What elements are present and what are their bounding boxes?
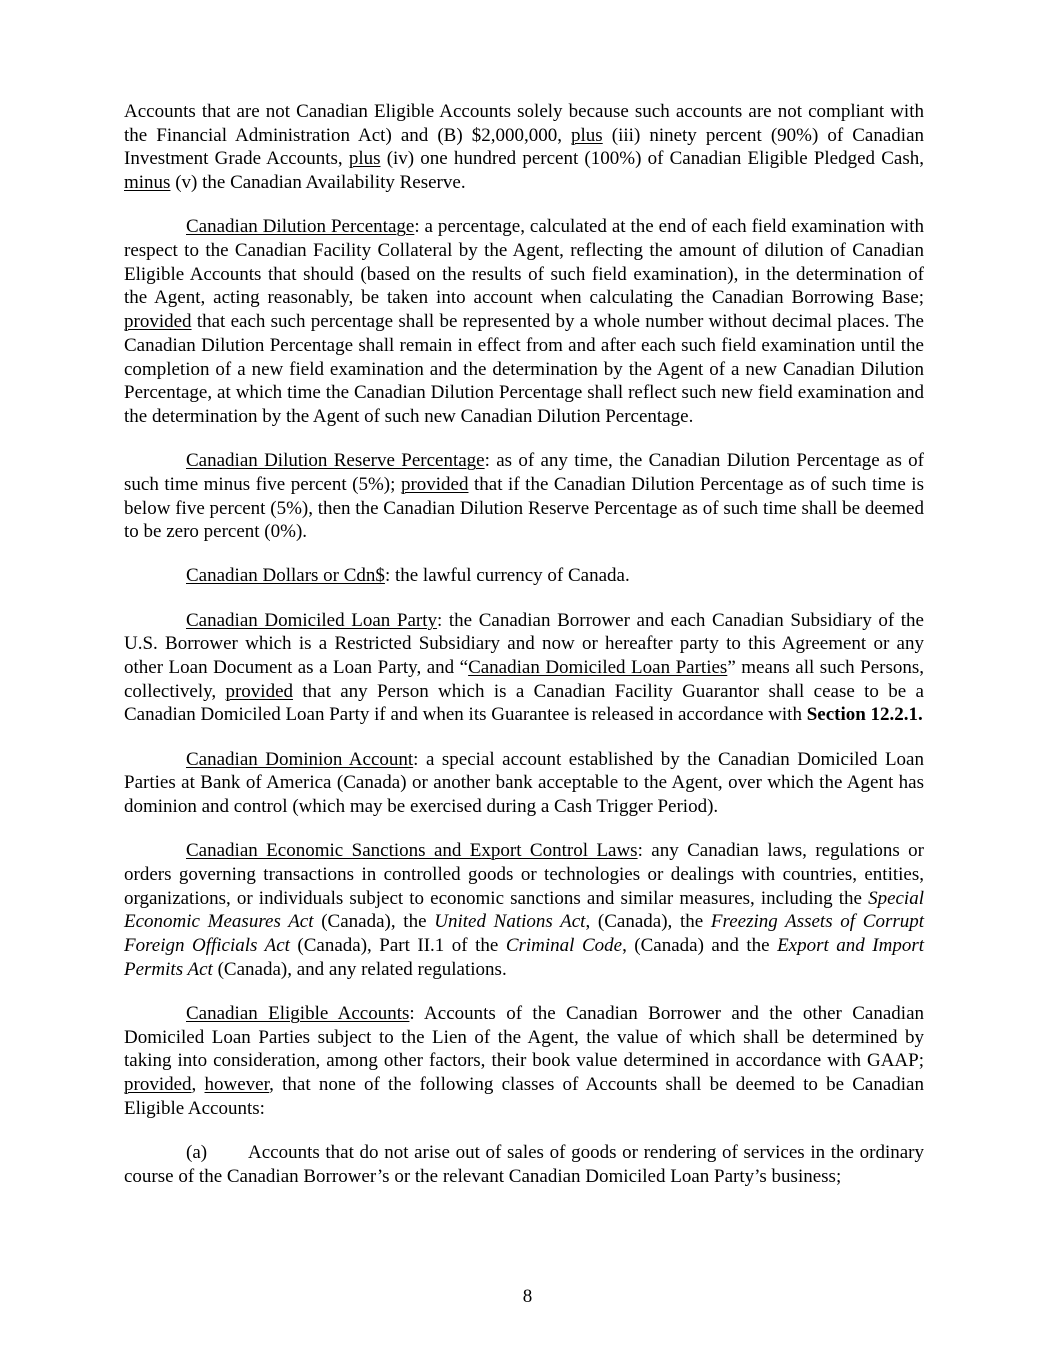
text-run: (Canada), the bbox=[313, 911, 435, 933]
document-body bbox=[124, 100, 924, 1209]
definition-canadian-dominion-account bbox=[124, 748, 924, 819]
text-run: , (Canada) and the bbox=[622, 935, 778, 957]
text-run: : the lawful currency of Canada. bbox=[384, 565, 630, 587]
underlined-term: plus bbox=[348, 148, 381, 170]
statute-title: Criminal Code bbox=[505, 935, 623, 957]
definition-canadian-domiciled-loan-party bbox=[124, 609, 924, 728]
definition-canadian-dollars bbox=[124, 564, 924, 588]
definition-canadian-dilution-percentage bbox=[124, 215, 924, 428]
text-run: (iii) ninety percent (90%) of Canadian Investment Grade Accounts, bbox=[124, 124, 924, 170]
statute-title: United Nations Act bbox=[434, 911, 586, 933]
definition-canadian-dilution-reserve-percentage bbox=[124, 449, 924, 544]
defined-term: Canadian Dominion Account bbox=[186, 748, 414, 770]
text-run: : Accounts of the Canadian Borrower and the other Canadian Domiciled Loan Parties subject to the Lien of the Agent, the value of which shall be determined by taking into consideration, among other factors, their book value determined in accordance with GAAP; bbox=[124, 1003, 925, 1072]
text-run: : as of any time, the Canadian Dilution Percentage as of such time minus five percent (5%); bbox=[124, 450, 924, 495]
text-run: that each such percentage shall be represented by a whole number without decimal places. The Canadian Dilution Percentage shall remain in effect from and after each such field examination until the completion of a new field examination and the determination by the Agent of a new Canadian Dilution Percentage, at which time the Canadian Dilution Percentage shall reflect such new field examination and the determination by the Agent of such new Canadian Dilution Percentage. bbox=[124, 311, 924, 427]
defined-term: Canadian Eligible Accounts bbox=[186, 1003, 410, 1024]
definition-canadian-eligible-accounts bbox=[124, 1002, 924, 1121]
underlined-term: provided bbox=[124, 311, 192, 333]
text-run: (Canada), Part II.1 of the bbox=[289, 935, 506, 957]
text-run: , (Canada), the bbox=[585, 911, 711, 933]
text-run: that if the Canadian Dilution Percentage as of such time is below five percent (5%), then the Canadian Dilution Reserve Percentage as of such time shall be deemed to be zero percent (0%). bbox=[124, 473, 924, 543]
underlined-term: provided bbox=[400, 473, 469, 495]
text-run: : any Canadian laws, regulations or orders governing transactions in controlled goods or technologies or dealings with countries, entities, organizations, or individuals subject to economic sanctions and similar measures, including the bbox=[124, 840, 924, 909]
underlined-term: plus bbox=[571, 124, 603, 146]
defined-term: Canadian Dilution Percentage bbox=[186, 216, 415, 238]
text-run: Accounts that do not arise out of sales of goods or rendering of services in the ordinary course of the Canadian Borrower’s or the relevant Canadian Domiciled Loan Party’s business; bbox=[124, 1142, 924, 1187]
defined-term: Canadian Domiciled Loan Party bbox=[186, 609, 437, 631]
text-run: : a special account established by the Canadian Domiciled Loan Parties at Bank of America (Canada) or another bank acceptable to the Agent, over which the Agent has dominion and control (which may be exercised during a Cash Trigger Period). bbox=[124, 748, 924, 818]
text-run: ” means all such Persons, collectively, bbox=[124, 657, 924, 702]
statute-title: Freezing Assets of Corrupt Foreign Officials Act bbox=[124, 911, 925, 957]
paragraph-borrowing-base-continuation bbox=[124, 100, 924, 195]
text-run: : the Canadian Borrower and each Canadian Subsidiary of the U.S. Borrower which is a Restricted Subsidiary and now or hereafter party to this Agreement or any other Loan Document as a Loan Party, and “ bbox=[124, 609, 924, 679]
text-run: that any Person which is a Canadian Facility Guarantor shall cease to be a Canadian Domiciled Loan Party if and when its Guarantee is released in accordance with bbox=[124, 680, 924, 726]
statute-title: Special Economic Measures Act bbox=[124, 887, 924, 933]
text-run: Accounts that are not Canadian Eligible Accounts solely because such accounts are not compliant with the Financial Administration Act) and (B) $2,000,000, bbox=[124, 101, 924, 146]
list-item-a bbox=[124, 1141, 924, 1188]
underlined-term: minus bbox=[124, 172, 171, 194]
underlined-term: provided bbox=[124, 1074, 192, 1096]
text-run: (Canada), and any related regulations. bbox=[212, 958, 507, 980]
section-reference: Section 12.2.1. bbox=[806, 704, 923, 726]
list-label: (a) bbox=[186, 1142, 208, 1164]
defined-term: Canadian Economic Sanctions and Export Control Laws bbox=[186, 840, 638, 862]
text-run: , bbox=[191, 1074, 205, 1096]
defined-term: Canadian Dollars or Cdn$ bbox=[186, 565, 385, 587]
text-run: (v) the Canadian Availability Reserve. bbox=[170, 172, 466, 194]
underlined-term: provided bbox=[225, 680, 294, 702]
definition-canadian-economic-sanctions bbox=[124, 839, 924, 981]
defined-term: Canadian Dilution Reserve Percentage bbox=[186, 450, 485, 472]
underlined-term: however bbox=[204, 1074, 270, 1096]
text-run: , that none of the following classes of Accounts shall be deemed to be Canadian Eligible Accounts: bbox=[124, 1074, 924, 1119]
defined-term: Canadian Domiciled Loan Parties bbox=[468, 657, 728, 679]
text-run: (iv) one hundred percent (100%) of Canadian Eligible Pledged Cash, bbox=[380, 148, 924, 170]
page-number: 8 bbox=[522, 1286, 533, 1307]
text-run: : a percentage, calculated at the end of each field examination with respect to the Canadian Facility Collateral by the Agent, reflecting the amount of dilution of Canadian Eligible Accounts that should (based on the results of such field examination), in the determination of the Agent, acting reasonably, be taken into account when calculating the Canadian Borrowing Base; bbox=[124, 216, 924, 309]
statute-title: Export and Import Permits Act bbox=[124, 935, 925, 980]
